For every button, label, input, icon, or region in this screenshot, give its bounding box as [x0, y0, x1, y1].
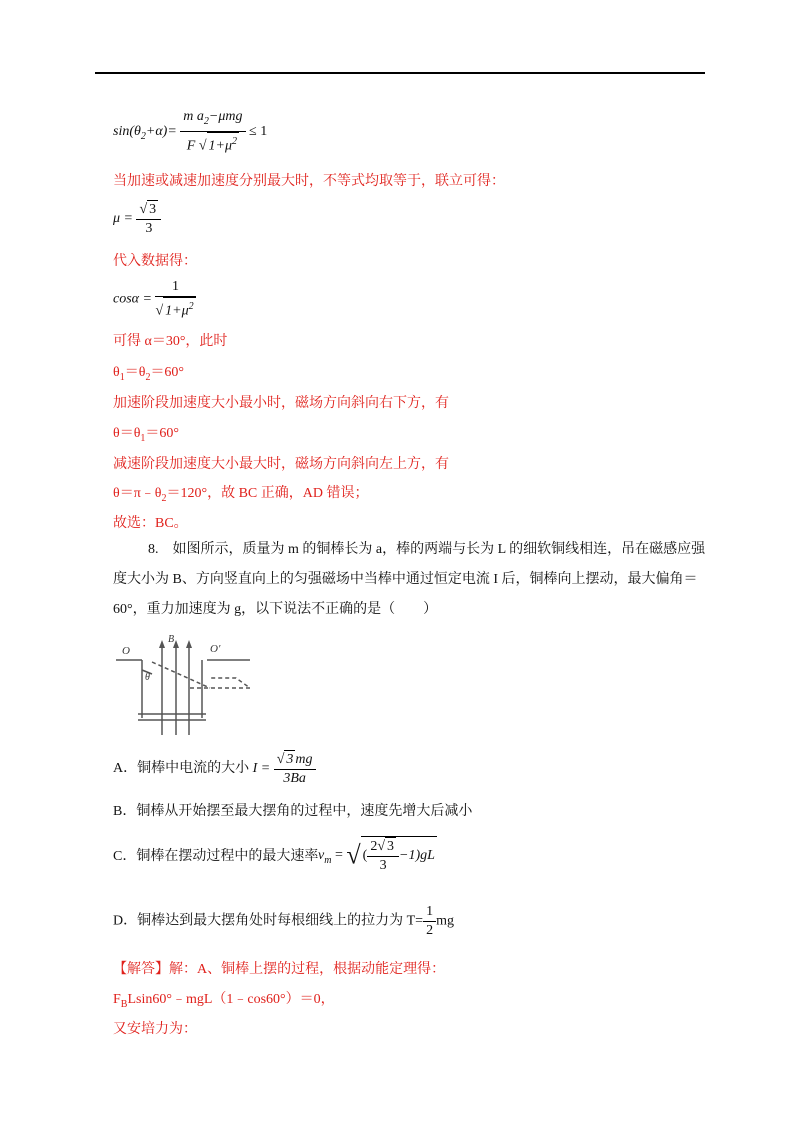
text-theta-decel: $\theta=\pi﹣\theta_2=120^\circ$，故 BC 正确，AD 错误；	[113, 486, 369, 504]
text-alpha: 可得 α＝30°，此时	[113, 334, 228, 349]
text-substitute: 代入数据得：	[113, 254, 197, 269]
equation-cos: cosα = $\frac{1}{√ 1+\mu^2}$	[113, 279, 194, 319]
label-O: O	[122, 645, 130, 657]
option-c-formula: $v_m$ = √ ( $\frac{2√ 3}{3}$ −1)gL	[318, 836, 437, 875]
text-accel-phase: 加速阶段加速度大小最小时，磁场方向斜向右下方，有	[113, 396, 449, 411]
text-theta-accel: $\theta=\theta_1=60^\circ$	[113, 426, 180, 444]
header-rule	[95, 72, 705, 74]
label-B: B	[168, 634, 175, 645]
option-a: A．铜棒中电流的大小 I = $\frac{√ 3 mg}{3Ba}$	[113, 750, 316, 788]
option-d: D．铜棒达到最大摆角处时每根细线上的拉力为 T= $\frac{1}{2}$ mg	[113, 904, 454, 938]
text-theta12: $\theta_1=\theta_2=60^\circ$	[113, 365, 185, 383]
equation-mu: μ = $\frac{√ 3}{3}$	[113, 200, 161, 238]
answer-ampere: 又安培力为：	[113, 1022, 197, 1037]
equation-sin: $\sin(\theta_2+\alpha)=$ $\frac{m a_2-\mu mg}{F √ 1+\mu^2}$ ≤ 1	[113, 109, 268, 154]
question-8: 8. 如图所示，质量为 m 的铜棒长为 a，棒的两端与长为 L 的细软铜线相连，吊在磁感应强度大小为 B、方向竖直向上的匀强磁场中当棒中通过恒定电流 I 后，铜棒向上摆动，最大偏角＝60°，重力加速度为 g，以下说法不正确的是（ ）	[113, 542, 706, 617]
answer-equation: $F_BLsin60^\circ﹣mgL(1﹣\cos 60^\circ)=0$，	[113, 992, 335, 1010]
text-condition: 当加速或减速加速度分别最大时，不等式均取等于，联立可得：	[113, 174, 505, 189]
option-b: B．铜棒从开始摆至最大摆角的过程中，速度先增大后减小	[113, 804, 473, 819]
text-decel-phase: 减速阶段加速度大小最大时，磁场方向斜向左上方，有	[113, 457, 449, 472]
answer-heading: 【解答】解：A、铜棒上摆的过程，根据动能定理得：	[113, 962, 446, 977]
figure-copper-rod	[112, 630, 272, 740]
text-choice: 故选：BC。	[113, 516, 188, 531]
label-theta: θ	[145, 672, 150, 683]
option-c-text: C．铜棒在摆动过程中的最大速率	[113, 849, 319, 864]
label-O-prime: O′	[210, 643, 221, 655]
